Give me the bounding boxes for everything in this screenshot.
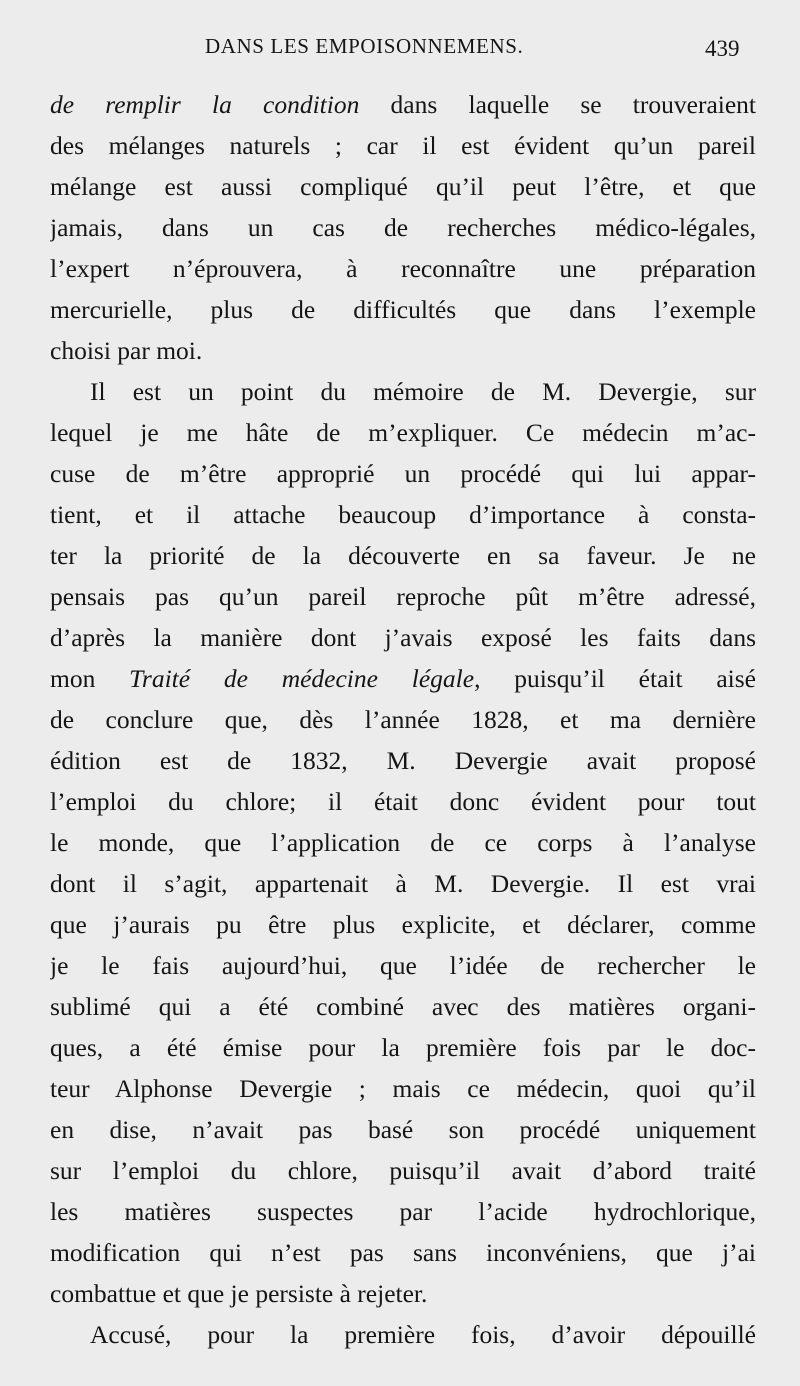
paragraph — [50, 1314, 756, 1355]
text-run: sublimé qui a été combiné avec des matières organi- — [50, 992, 756, 1021]
text-run: je le fais aujourd’hui, que l’idée de rechercher le — [50, 951, 756, 980]
text-line — [50, 207, 756, 248]
text-run: l’expert n’éprouvera, à reconnaître une préparation — [50, 254, 756, 283]
text-line — [50, 658, 756, 699]
text-line — [50, 740, 756, 781]
paragraph — [50, 371, 756, 1314]
text-line — [50, 1191, 756, 1232]
text-line — [50, 576, 756, 617]
text-run: sur l’emploi du chlore, puisqu’il avait d’abord traité — [50, 1156, 756, 1185]
text-run: en dise, n’avait pas basé son procédé uniquement — [50, 1115, 756, 1144]
text-run: combattue et que je persiste à rejeter. — [50, 1279, 428, 1308]
text-line — [50, 1232, 756, 1273]
page-number: 439 — [705, 36, 740, 61]
text-run: mélange est aussi compliqué qu’il peut l’être, et que — [50, 172, 756, 201]
body-text — [50, 84, 756, 1355]
text-line — [50, 248, 756, 289]
page-header — [0, 34, 800, 74]
text-run: ques, a été émise pour la première fois par le doc- — [50, 1033, 756, 1062]
text-line — [50, 1068, 756, 1109]
text-run: dont il s’agit, appartenait à M. Devergie. Il est vrai — [50, 869, 756, 898]
text-run: lequel je me hâte de m’expliquer. Ce médecin m’ac- — [50, 418, 756, 447]
text-run: Accusé, pour la première fois, d’avoir dépouillé — [90, 1320, 756, 1349]
text-line — [50, 699, 756, 740]
text-line — [50, 289, 756, 330]
text-run: teur Alphonse Devergie ; mais ce médecin, quoi qu’il — [50, 1074, 756, 1103]
text-run: d’après la manière dont j’avais exposé les faits dans — [50, 623, 756, 652]
text-line — [50, 535, 756, 576]
text-line — [50, 166, 756, 207]
text-line — [50, 904, 756, 945]
text-run: des mélanges naturels ; car il est évident qu’un pareil — [50, 131, 756, 160]
text-line — [50, 330, 756, 371]
text-line — [50, 1314, 756, 1355]
text-run: tient, et il attache beaucoup d’importance à consta- — [50, 500, 756, 529]
text-run: de conclure que, dès l’année 1828, et ma dernière — [50, 705, 756, 734]
text-run: les matières suspectes par l’acide hydrochlorique, — [50, 1197, 756, 1226]
text-line — [50, 781, 756, 822]
text-run: , puisqu’il était aisé — [474, 664, 756, 693]
text-line — [50, 494, 756, 535]
text-run: l’emploi du chlore; il était donc évident pour tout — [50, 787, 756, 816]
text-run: cuse de m’être approprié un procédé qui lui appar- — [50, 459, 756, 488]
text-run: édition est de 1832, M. Devergie avait proposé — [50, 746, 756, 775]
text-run: jamais, dans un cas de recherches médico-légales, — [50, 213, 756, 242]
text-run: mercurielle, plus de difficultés que dans l’exemple — [50, 295, 756, 324]
text-run: choisi par moi. — [50, 336, 203, 365]
running-title: DANS LES EMPOISONNEMENS. — [205, 34, 524, 58]
text-line — [50, 1150, 756, 1191]
text-run: que j’aurais pu être plus explicite, et déclarer, comme — [50, 910, 756, 939]
text-line — [50, 371, 756, 412]
text-line — [50, 986, 756, 1027]
text-line — [50, 1273, 756, 1314]
text-run: pensais pas qu’un pareil reproche pût m’être adressé, — [50, 582, 756, 611]
text-run: mon — [50, 664, 130, 693]
text-run: modification qui n’est pas sans inconvéniens, que j’ai — [50, 1238, 756, 1267]
text-line — [50, 1109, 756, 1150]
text-line — [50, 945, 756, 986]
text-line — [50, 412, 756, 453]
text-line — [50, 453, 756, 494]
text-run: le monde, que l’application de ce corps à l’analyse — [50, 828, 756, 857]
text-line — [50, 822, 756, 863]
text-line — [50, 125, 756, 166]
text-line — [50, 84, 756, 125]
paragraph — [50, 84, 756, 371]
text-line — [50, 863, 756, 904]
italic-text: de remplir la condition — [50, 90, 360, 119]
text-run: ter la priorité de la découverte en sa faveur. Je ne — [50, 541, 756, 570]
text-run: Il est un point du mémoire de M. Devergie, sur — [90, 377, 756, 406]
text-line — [50, 1027, 756, 1068]
text-line — [50, 617, 756, 658]
italic-text: Traité de médecine légale — [129, 664, 475, 693]
text-run: dans laquelle se trouveraient — [359, 90, 756, 119]
